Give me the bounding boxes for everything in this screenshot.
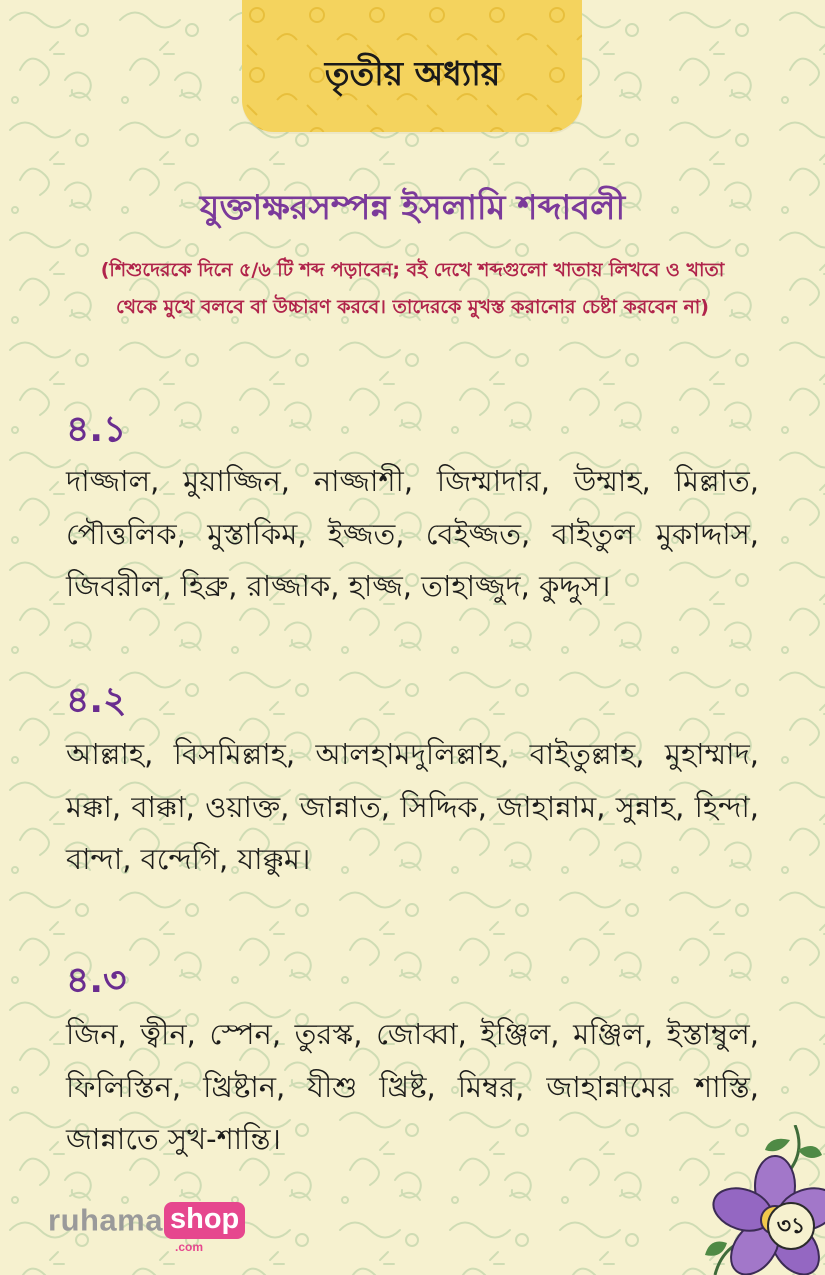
lesson-number: ৪.২ xyxy=(66,680,127,721)
page-number: ৩১ xyxy=(767,1202,815,1250)
lesson-number: ৪.১ xyxy=(66,409,127,450)
lesson-words: দাজ্জাল, মুয়াজ্জিন, নাজ্জাশী, জিম্মাদার, উম্মাহ, মিল্লাত, পৌত্তলিক, মুস্তাকিম, ইজ্জত, বেইজ্জত, বাইতুল মুকাদ্দাস, জিবরীল, হিব্রু, রাজ্জাক, হাজ্জ, তাহাজ্জুদ, কুদ্দুস। xyxy=(66,464,759,603)
instruction-text: (শিশুদেরকে দিনে ৫/৬ টি শব্দ পড়াবেন; বই দেখে শব্দগুলো খাতায় লিখবে ও খাতা থেকে মুখে বলবে বা উচ্চারণ করবে। তাদেরকে মুখস্ত করানোর চেষ্টা করবেন না) xyxy=(100,259,725,318)
section-heading: যুক্তাক্ষরসম্পন্ন ইসলামি শব্দাবলী xyxy=(199,188,626,228)
lesson-number: ৪.৩ xyxy=(66,960,127,1001)
purple-flower-icon xyxy=(695,1125,825,1275)
logo-shop-text: shop xyxy=(164,1202,245,1239)
logo-ruhama-text: ruhama xyxy=(48,1202,163,1238)
logo-domain-text: .com xyxy=(175,1240,204,1254)
lesson-words: আল্লাহ, বিসমিল্লাহ, আলহামদুলিল্লাহ, বাইতুল্লাহ, মুহাম্মাদ, মক্কা, বাক্কা, ওয়াক্ত, জান্নাত, সিদ্দিক, জাহান্নাম, সুন্নাহ, হিন্দা, বান্দা, বন্দেগি, যাক্কুম। xyxy=(66,737,759,876)
lesson-words: জিন, ত্বীন, স্পেন, তুরস্ক, জোব্বা, ইঞ্জিল, মঞ্জিল, ইস্তাম্বুল, ফিলিস্তিন, খ্রিষ্টান, যীশু খ্রিষ্ট, মিম্বর, জাহান্নামের শাস্তি, জান্নাতে সুখ-শান্তি। xyxy=(66,1017,759,1156)
chapter-title: তৃতীয় অধ্যায় xyxy=(324,54,501,93)
ruhama-shop-logo xyxy=(48,1202,245,1262)
